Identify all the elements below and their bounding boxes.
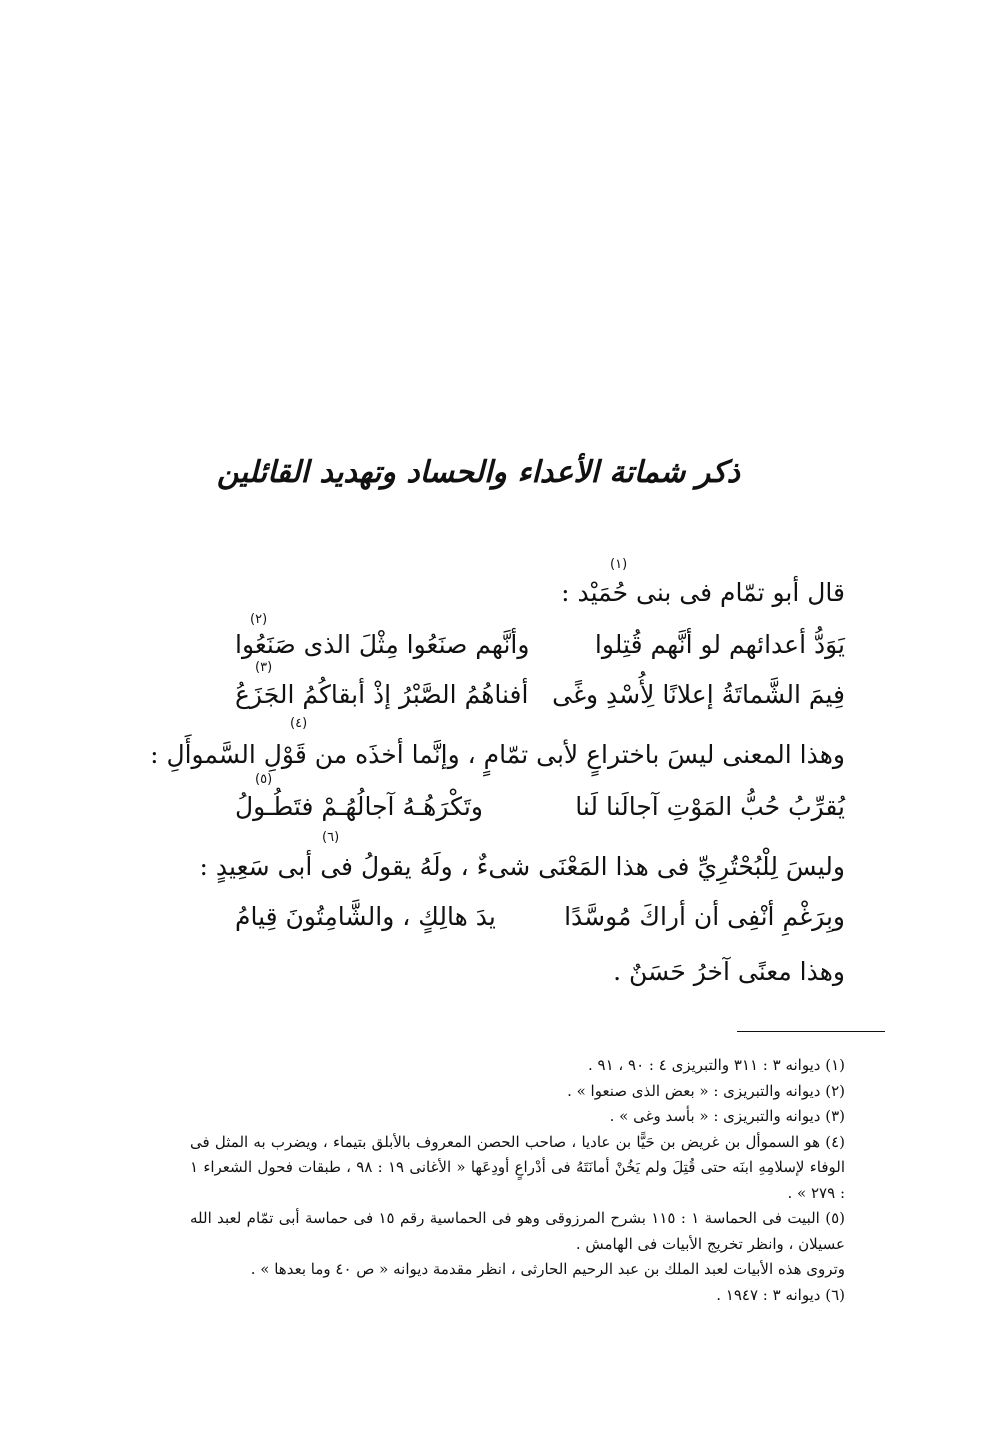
- verse-3: [235, 792, 845, 832]
- verse-1: [235, 630, 845, 670]
- footnote-5: (٥) البيت فى الحماسة ١ : ١١٥ بشرح المرزوقى وهو فى الحماسية رقم ١٥ فى حماسة أبى تمّام لعبد الله عسيلان ، وانظر تخريج الأبيات فى الهامش .: [190, 1209, 845, 1253]
- footnote-marker-1: (١): [610, 557, 628, 572]
- verse-4: [235, 902, 845, 942]
- prose-paragraph-1: وهذا المعنى ليسَ باختراعٍ لأبى تمّامٍ ، وإنَّما أخذَه من قَوْلِ السَّموأَلِ :: [150, 740, 845, 769]
- verse-2-second-hemistich: أفناهُمُ الصَّبْرُ إذْ أبقاكُمُ الجَزَعُ: [235, 680, 529, 709]
- footnote-marker-3: (٣): [255, 660, 273, 675]
- footnote-marker-5: (٥): [255, 772, 273, 787]
- footnote-2: (٢) ديوانه والتبريزى : « بعض الذى صنعوا » .: [567, 1081, 845, 1100]
- verse-1-second-hemistich: وأنَّهم صنَعُوا مِثْلَ الذى صَنَعُوا: [235, 630, 530, 659]
- verse-3-first-hemistich: يُقرِّبُ حُبُّ المَوْتِ آجالَنا لَنا: [575, 792, 845, 821]
- verse-3-second-hemistich: وتَكْرَهُـهُ آجالُهُـمْ فتَطُـولُ: [235, 792, 483, 821]
- verse-2: [235, 680, 845, 720]
- footnote-4: (٤) هو السموأل بن غريض بن حَيًّا بن عاديا ، صاحب الحصن المعروف بالأبلق بتيماء ، ويضرب به المثل فى الوفاء لإسلامِهِ ابنَه حتى قُتِلَ ولم يَخُنْ أمانَتَهُ فى أدْراعٍ أودِعَها « الأغانى ١٩ : ٩٨ ، طبقات فحول الشعراء ١ : ٢٧٩ » .: [190, 1132, 846, 1202]
- verse-4-second-hemistich: يدَ هالِكٍ ، والشَّامِتُونَ قِيامُ: [235, 902, 496, 931]
- footnote-divider: [737, 1031, 885, 1032]
- prose-paragraph-2: وليسَ لِلْبُحْتُرِيِّ فى هذا المَعْنَى شىءٌ ، ولَهُ يقولُ فى أبى سَعِيدٍ :: [199, 852, 845, 881]
- footnote-marker-6: (٦): [322, 830, 340, 845]
- verse-4-first-hemistich: وبِرَغْمِ أنْفِى أن أراكَ مُوسَّدًا: [564, 902, 845, 931]
- section-heading: ذكر شماتة الأعداء والحساد وتهديد القائلين: [216, 455, 740, 490]
- footnote-1: (١) ديوانه ٣ : ٣١١ والتبريزى ٤ : ٩٠ ، ٩١ .: [587, 1056, 845, 1074]
- intro-line: قال أبو تمّام فى بنى حُمَيْد :: [561, 578, 845, 607]
- footnote-3: (٣) ديوانه والتبريزى : « بأسد وغى » .: [609, 1107, 845, 1125]
- footnote-marker-2: (٢): [250, 612, 268, 627]
- prose-paragraph-3: وهذا معنًى آخرُ حَسَنٌ .: [613, 957, 845, 986]
- footnote-5-continuation: وتروى هذه الأبيات لعبد الملك بن عبد الرحيم الحارثى ، انظر مقدمة ديوانه « ص ٤٠ وما بعدها » .: [250, 1260, 845, 1278]
- verse-2-first-hemistich: فِيمَ الشَّماتَةُ إعلانًا لِأُسْدِ وغًى: [552, 680, 845, 709]
- footnotes: [190, 1053, 845, 1308]
- verse-1-first-hemistich: يَوَدُّ أعدائهم لو أنَّهم قُتِلوا: [594, 630, 845, 659]
- footnote-marker-4: (٤): [290, 716, 308, 731]
- footnote-6: (٦) ديوانه ٣ : ١٩٤٧ .: [716, 1285, 845, 1304]
